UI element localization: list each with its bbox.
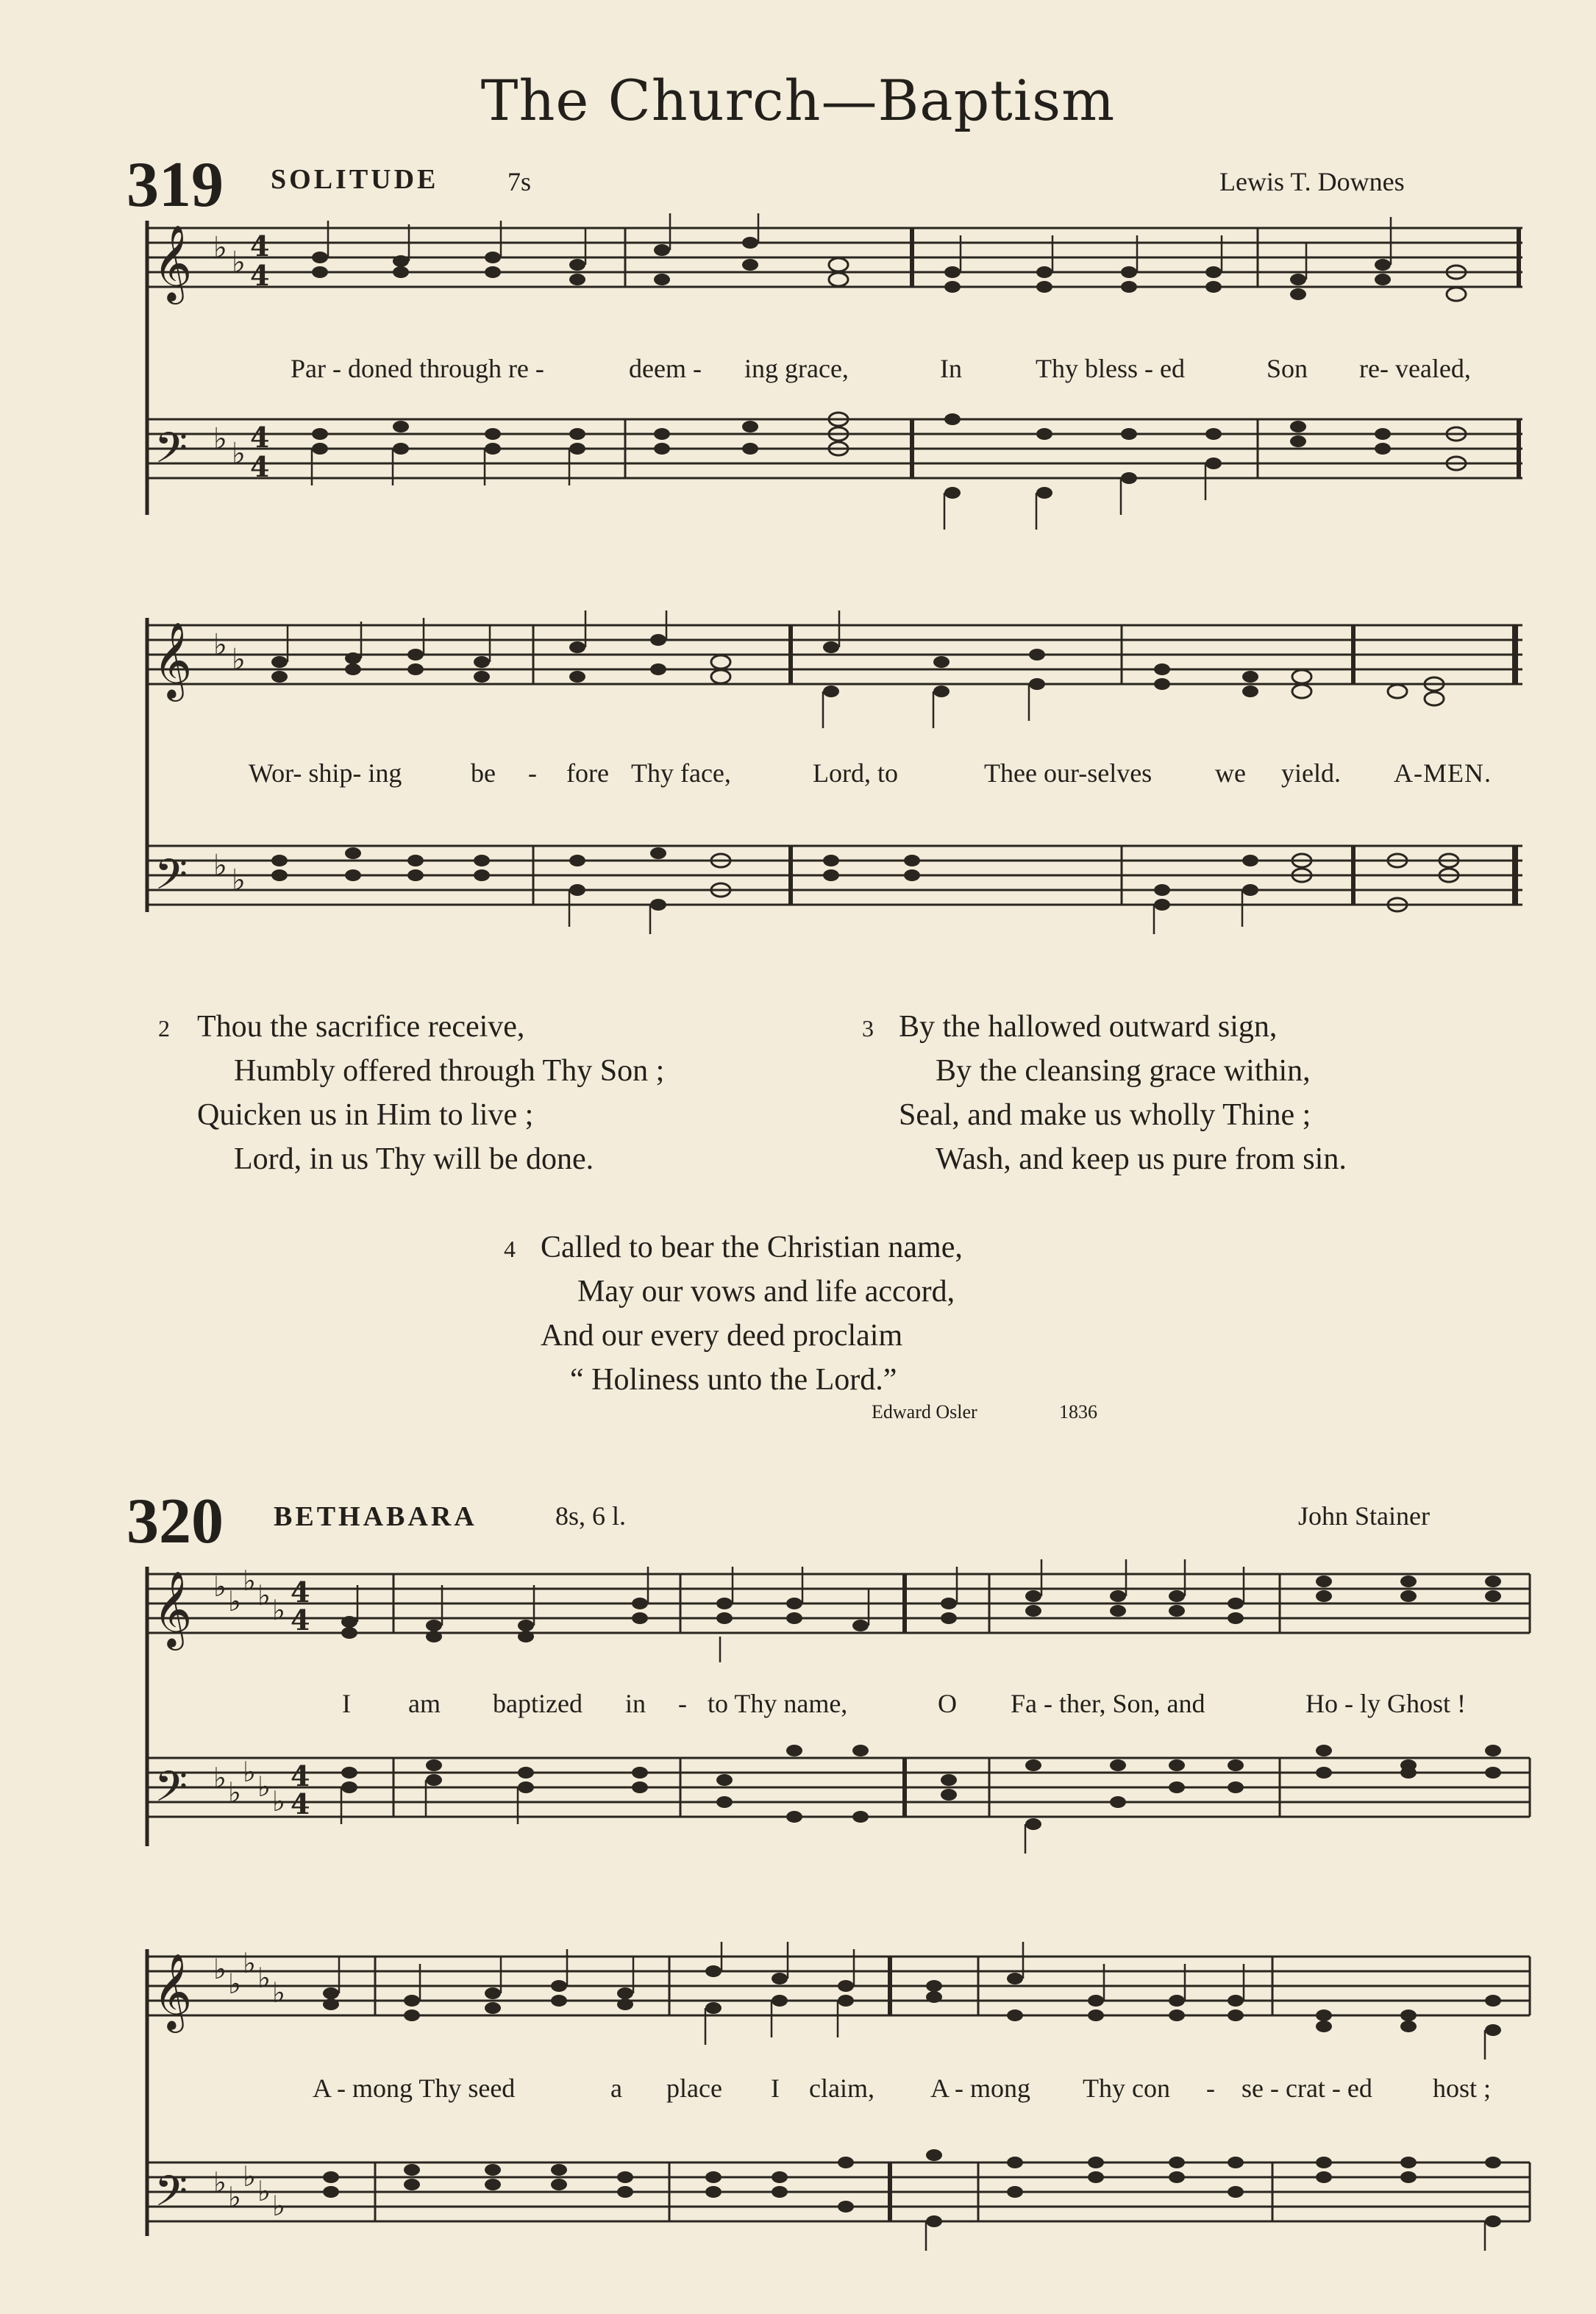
svg-text:♭: ♭ (232, 864, 246, 897)
lyric-syllable: fore (566, 758, 609, 788)
svg-text:4: 4 (250, 259, 270, 292)
lyric-syllable: Lord, to (813, 758, 898, 788)
lyric-amen: A-MEN. (1394, 758, 1492, 788)
lyric-syllable: place (666, 2073, 722, 2103)
lyric-syllable: am (408, 1689, 441, 1718)
lyric-syllable: Thy face, (631, 758, 731, 788)
svg-text:♭: ♭ (228, 1585, 241, 1617)
verse-line: Lord, in us Thy will be done. (234, 1142, 594, 1176)
lyric-syllable: A - mong (930, 2073, 1031, 2103)
svg-text:♭: ♭ (228, 1776, 241, 1809)
lyric-syllable: Son (1267, 354, 1308, 383)
svg-text:4: 4 (291, 1787, 310, 1820)
hymn-number: 319 (127, 149, 224, 221)
lyric-syllable: A - mong Thy seed (313, 2073, 516, 2103)
svg-text:4: 4 (291, 1603, 310, 1637)
lyric-syllable: Wor- ship- ing (249, 758, 402, 788)
svg-text:♭: ♭ (272, 2190, 285, 2222)
lyric-syllable: ing grace, (744, 354, 849, 383)
verse-line: May our vows and life accord, (577, 1275, 955, 1309)
svg-text:4: 4 (250, 229, 270, 263)
svg-text:♭: ♭ (243, 1947, 256, 1979)
verse-line: Quicken us in Him to live ; (197, 1098, 534, 1132)
lyric-syllable: host ; (1433, 2073, 1492, 2103)
svg-text:𝄢: 𝄢 (154, 423, 188, 483)
svg-text:♭: ♭ (232, 437, 246, 471)
svg-text:♭: ♭ (213, 1762, 227, 1794)
lyric-syllable: O (938, 1689, 957, 1718)
svg-text:♭: ♭ (213, 2166, 227, 2199)
lyric-syllable: In (940, 354, 962, 383)
lyric-syllable: deem - (629, 354, 702, 383)
verse-line: Wash, and keep us pure from sin. (936, 1142, 1347, 1176)
lyric-syllable: Ho - ly Ghost ! (1305, 1689, 1466, 1718)
svg-text:𝄞: 𝄞 (153, 622, 193, 699)
svg-text:𝄢: 𝄢 (154, 2166, 188, 2226)
svg-text:𝄞: 𝄞 (153, 224, 193, 302)
tune-name: BETHABARA (274, 1501, 477, 1532)
svg-text:♭: ♭ (272, 1594, 285, 1626)
svg-text:♭: ♭ (228, 1968, 241, 2000)
verse-number: 4 (504, 1236, 516, 1262)
svg-text:𝄢: 𝄢 (154, 1762, 188, 1822)
svg-text:♭: ♭ (243, 1756, 256, 1788)
lyric-syllable: yield. (1281, 758, 1341, 788)
svg-text:4: 4 (250, 450, 270, 483)
lyric-syllable: Thy bless - ed (1036, 354, 1185, 383)
verse-number: 3 (862, 1015, 874, 1042)
svg-text:♭: ♭ (243, 1564, 256, 1597)
page-title: The Church—Baptism (480, 68, 1116, 133)
lyric-syllable: Thee our-selves (984, 758, 1153, 788)
lyric-syllable: be (471, 758, 496, 788)
lyric-syllable: re- vealed, (1359, 354, 1471, 383)
lyric-syllable: I (342, 1689, 351, 1718)
svg-text:𝄢: 𝄢 (154, 850, 188, 910)
verse-line: Called to bear the Christian name, (541, 1231, 963, 1264)
svg-text:♭: ♭ (257, 1579, 271, 1612)
lyric-syllable: we (1215, 758, 1246, 788)
verse-line: By the cleansing grace within, (936, 1054, 1311, 1088)
svg-text:♭: ♭ (213, 1570, 227, 1603)
verse-line: And our every deed proclaim (541, 1319, 903, 1353)
verse-line: Seal, and make us wholly Thine ; (899, 1098, 1311, 1132)
lyric-syllable: - (528, 758, 537, 788)
svg-text:𝄞: 𝄞 (153, 1570, 193, 1648)
composer: Lewis T. Downes (1219, 167, 1405, 196)
text-author: Edward Osler (872, 1401, 977, 1423)
meter: 7s (507, 167, 532, 196)
meter: 8s, 6 l. (555, 1501, 627, 1531)
lyric-syllable: baptized (493, 1689, 583, 1718)
lyric-syllable: a (610, 2073, 622, 2103)
svg-text:4: 4 (291, 1576, 310, 1609)
svg-text:♭: ♭ (232, 246, 246, 280)
lyric-syllable: Par - doned through re - (291, 354, 544, 383)
lyric-syllable: se - crat - ed (1241, 2073, 1372, 2103)
svg-text:♭: ♭ (228, 2181, 241, 2213)
verse-line: Humbly offered through Thy Son ; (234, 1054, 665, 1088)
verse-line: By the hallowed outward sign, (899, 1010, 1278, 1044)
svg-text:♭: ♭ (257, 1962, 271, 1994)
lyric-syllable: - (1206, 2073, 1215, 2103)
svg-text:♭: ♭ (213, 422, 227, 456)
svg-text:♭: ♭ (232, 643, 246, 677)
tune-name: SOLITUDE (271, 164, 439, 195)
lyric-syllable: - (678, 1689, 687, 1718)
hymn-number: 320 (127, 1486, 224, 1557)
svg-text:♭: ♭ (257, 2175, 271, 2207)
verse-line: Thou the sacrifice receive, (197, 1010, 525, 1044)
svg-text:4: 4 (291, 1759, 310, 1793)
svg-text:♭: ♭ (213, 1953, 227, 1985)
lyric-syllable: I (771, 2073, 780, 2103)
lyric-syllable: to Thy name, (708, 1689, 848, 1718)
verse-line: “ Holiness unto the Lord.” (570, 1363, 897, 1397)
svg-text:4: 4 (250, 421, 270, 454)
svg-text:♭: ♭ (272, 1785, 285, 1818)
lyric-syllable: Fa - ther, Son, and (1011, 1689, 1205, 1718)
svg-text:𝄞: 𝄞 (153, 1953, 193, 2030)
svg-text:♭: ♭ (213, 849, 227, 883)
svg-text:♭: ♭ (257, 1770, 271, 1803)
svg-text:♭: ♭ (243, 2160, 256, 2193)
lyric-syllable: in (625, 1689, 646, 1718)
svg-text:♭: ♭ (272, 1976, 285, 2009)
text-year: 1836 (1059, 1401, 1097, 1423)
composer: John Stainer (1298, 1501, 1430, 1531)
lyric-syllable: claim, (809, 2073, 874, 2103)
svg-text:♭: ♭ (213, 231, 227, 265)
lyric-syllable: Thy con (1083, 2073, 1170, 2103)
verse-number: 2 (158, 1015, 170, 1042)
svg-text:♭: ♭ (213, 628, 227, 662)
